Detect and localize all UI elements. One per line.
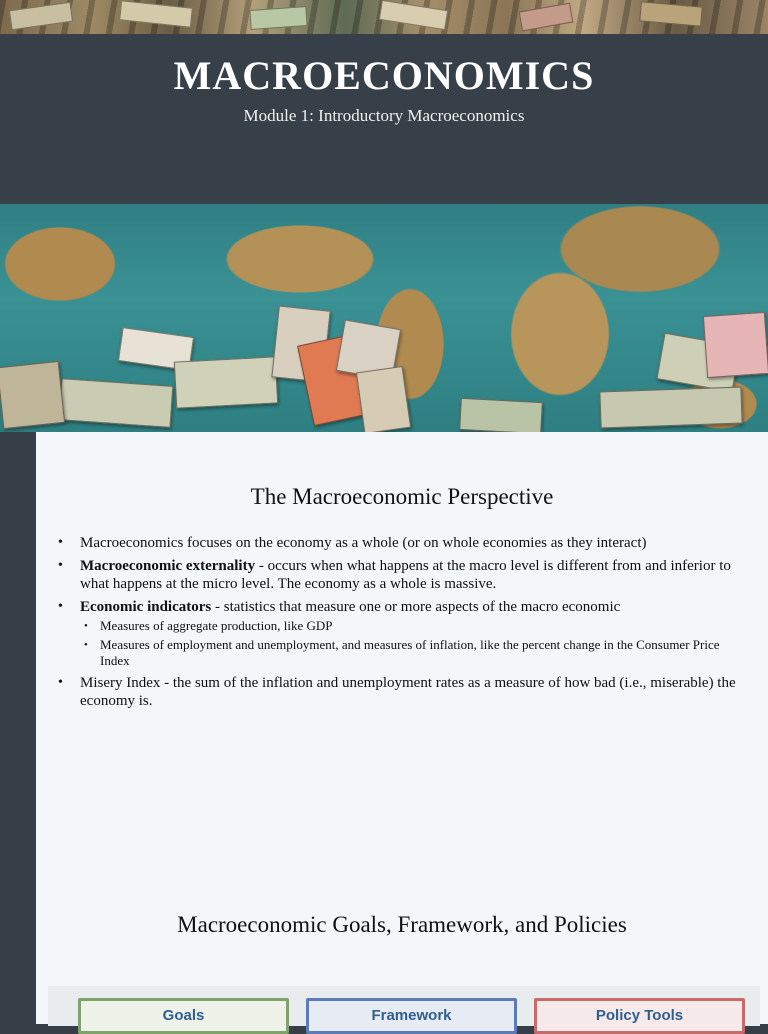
section-title: Macroeconomic Goals, Framework, and Policies	[177, 912, 627, 937]
sub-bullet-list	[80, 618, 738, 669]
policy-tools-box: Policy Tools	[534, 998, 745, 1034]
banknote-image	[519, 3, 574, 32]
currency-banner-image	[0, 0, 768, 34]
banknote-image	[379, 0, 448, 30]
banknote-image	[703, 312, 768, 378]
banknote-image	[639, 1, 703, 26]
banknote-image	[0, 361, 65, 429]
banknote-image	[249, 6, 307, 30]
bullet-list	[58, 534, 738, 715]
list-item	[58, 598, 738, 669]
list-item	[58, 674, 738, 710]
list-item	[58, 557, 738, 593]
page-subtitle: Module 1: Introductory Macroeconomics	[243, 106, 525, 125]
sub-list-item: • Measures of employment and unemployment, and measures of inflation, like the percent change in the Consumer Price Index	[80, 637, 738, 669]
section-title: The Macroeconomic Perspective	[250, 484, 554, 509]
bullet-term: Macroeconomic externality	[80, 558, 256, 574]
banknote-image	[459, 398, 543, 432]
banknote-image	[599, 387, 742, 429]
sub-list-item: • Measures of aggregate production, like GDP	[80, 618, 738, 634]
list-item	[58, 534, 738, 552]
goals-framework-diagram	[48, 986, 760, 1026]
framework-box: Framework	[306, 998, 517, 1034]
banknote-image	[174, 356, 278, 408]
bullet-text: - occurs when what happens at the macro level is different from and inferior to what happens at the micro level. The economy as a whole is massive.	[80, 558, 731, 592]
bullet-term: Economic indicators	[80, 599, 212, 615]
world-map-image	[0, 204, 768, 432]
banknote-image	[9, 2, 73, 30]
page-title: MACROECONOMICS	[173, 53, 595, 98]
banknote-image	[59, 378, 174, 428]
side-bar	[0, 432, 36, 1024]
bullet-text: Misery Index - the sum of the inflation and unemployment rates as a measure of how bad (i.e., miserable) the economy is.	[80, 675, 736, 709]
goals-box: Goals	[78, 998, 289, 1034]
banknote-image	[356, 366, 411, 432]
banknote-image	[119, 0, 193, 27]
content-panel	[36, 432, 768, 1024]
bullet-text: Macroeconomics focuses on the economy as a whole (or on whole economies as they interact)	[80, 535, 647, 551]
bullet-text: - statistics that measure one or more aspects of the macro economic	[211, 599, 621, 615]
